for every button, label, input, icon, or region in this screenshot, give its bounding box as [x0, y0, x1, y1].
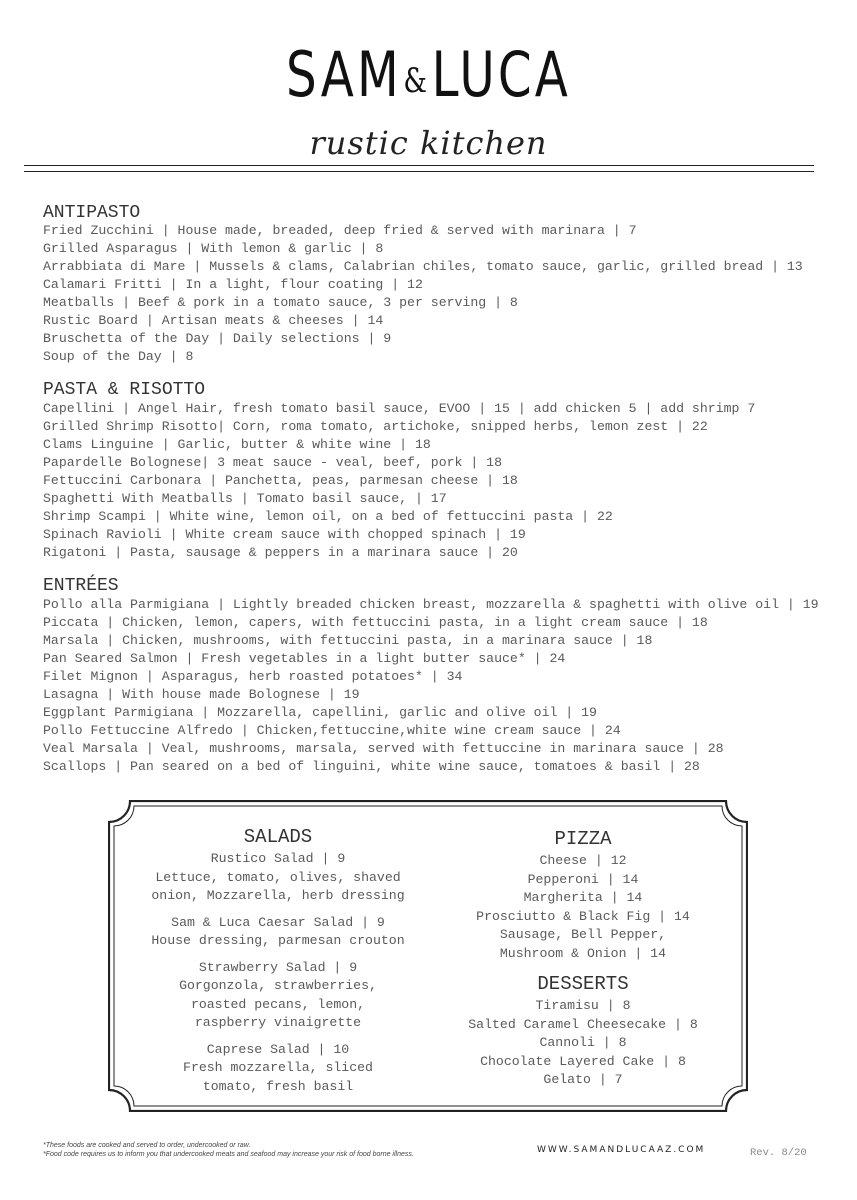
- menu-item: Veal Marsala | Veal, mushrooms, marsala, served with fettuccine in marinara sauce | 28: [43, 741, 724, 756]
- salad-description: Gorgonzola, strawberries,: [179, 978, 377, 993]
- menu-item: Eggplant Parmigiana | Mozzarella, capellini, garlic and olive oil | 19: [43, 705, 597, 720]
- pizza-item: Mushroom & Onion | 14: [499, 945, 667, 961]
- dessert-item: Gelato | 7: [543, 1072, 623, 1087]
- revision-label: Rev. 8/20: [750, 1147, 807, 1159]
- menu-item: Soup of the Day | 8: [43, 349, 194, 364]
- menu-item: Pan Seared Salmon | Fresh vegetables in a light butter sauce* | 24: [43, 651, 566, 666]
- logo-left: SAM: [286, 38, 402, 111]
- menu-item: Arrabbiata di Mare | Mussels & clams, Calabrian chiles, tomato sauce, garlic, grilled bread | 13: [43, 259, 803, 274]
- pizza-item: Sausage, Bell Pepper,: [499, 927, 667, 942]
- menu-item: Spaghetti With Meatballs | Tomato basil sauce, | 17: [43, 491, 447, 506]
- dessert-item: Chocolate Layered Cake | 8: [480, 1053, 686, 1069]
- menu-item: Piccata | Chicken, lemon, capers, with fettuccini pasta, in a light cream sauce | 18: [43, 615, 708, 630]
- menu-item: Capellini | Angel Hair, fresh tomato basil sauce, EVOO | 15 | add chicken 5 | add shrimp 7: [43, 401, 756, 416]
- menu-item: Filet Mignon | Asparagus, herb roasted potatoes* | 34: [43, 669, 463, 684]
- menu-item: Calamari Fritti | In a light, flour coating | 12: [43, 277, 423, 292]
- section-title-pasta: PASTA & RISOTTO: [43, 380, 206, 400]
- dessert-item: Salted Caramel Cheesecake | 8: [468, 1016, 698, 1032]
- section-title-antipasto: ANTIPASTO: [43, 203, 141, 223]
- salad-description: onion, Mozzarella, herb dressing: [151, 888, 405, 903]
- salad-description: raspberry vinaigrette: [194, 1015, 362, 1030]
- menu-item: Lasagna | With house made Bolognese | 19: [43, 687, 360, 702]
- salad-description: roasted pecans, lemon,: [190, 996, 366, 1012]
- pizza-item: Pepperoni | 14: [527, 871, 639, 887]
- dessert-item: Cannoli | 8: [539, 1035, 627, 1050]
- menu-item: Fried Zucchini | House made, breaded, deep fried & served with marinara | 7: [43, 223, 637, 238]
- footnote-line: *These foods are cooked and served to order, undercooked or raw.: [43, 1142, 251, 1149]
- website-url: WWW.SAMANDLUCAAZ.COM: [537, 1145, 706, 1155]
- pizza-item: Margherita | 14: [523, 890, 643, 905]
- menu-item: Meatballs | Beef & pork in a tomato sauce, 3 per serving | 8: [43, 295, 518, 310]
- logo-ampersand: &: [403, 61, 431, 101]
- menu-item: Papardelle Bolognese| 3 meat sauce - veal, beef, pork | 18: [43, 455, 502, 470]
- pizza-item: Prosciutto & Black Fig | 14: [476, 908, 690, 924]
- dessert-item: Tiramisu | 8: [535, 998, 631, 1013]
- header-divider: [24, 171, 814, 172]
- menu-item: Shrimp Scampi | White wine, lemon oil, on a bed of fettuccini pasta | 22: [43, 509, 613, 524]
- salad-description: House dressing, parmesan crouton: [151, 933, 405, 948]
- salad-description: Lettuce, tomato, olives, shaved: [155, 869, 401, 885]
- menu-item: Pollo alla Parmigiana | Lightly breaded chicken breast, mozzarella & spaghetti with olive oil | 19: [43, 597, 819, 612]
- menu-item: Grilled Shrimp Risotto| Corn, roma tomato, artichoke, snipped herbs, lemon zest | 22: [43, 419, 708, 434]
- salads-column: [128, 826, 428, 1096]
- menu-item: Bruschetta of the Day | Daily selections | 9: [43, 331, 392, 346]
- salad-description: Fresh mozzarella, sliced: [183, 1060, 373, 1075]
- menu-item: Fettuccini Carbonara | Panchetta, peas, parmesan cheese | 18: [43, 473, 518, 488]
- section-title-pizza: PIZZA: [554, 828, 612, 850]
- menu-item: Grilled Asparagus | With lemon & garlic | 8: [43, 241, 384, 256]
- salad-item: Strawberry Salad | 9: [198, 959, 358, 975]
- footnote-line: *Food code requires us to inform you that undercooked meats and seafood may increase your risk of food borne illness.: [43, 1151, 414, 1158]
- menu-item: Rigatoni | Pasta, sausage & peppers in a marinara sauce | 20: [43, 545, 518, 560]
- header-divider: [24, 165, 814, 166]
- pizza-item: Cheese | 12: [539, 853, 627, 868]
- footnote: [43, 1141, 414, 1159]
- tagline: rustic kitchen: [309, 124, 548, 162]
- menu-item: Rustic Board | Artisan meats & cheeses | 14: [43, 313, 384, 328]
- section-title-salads: SALADS: [243, 826, 313, 848]
- section-title-entrees: ENTRÉES: [43, 576, 119, 596]
- menu-header: [0, 0, 857, 180]
- menu-item: Marsala | Chicken, mushrooms, with fettuccini pasta, in a marinara sauce | 18: [43, 633, 653, 648]
- logo: [94, 40, 762, 116]
- salad-item: Rustico Salad | 9: [210, 851, 346, 866]
- logo-right: LUCA: [431, 38, 571, 111]
- menu-item: Spinach Ravioli | White cream sauce with chopped spinach | 19: [43, 527, 526, 542]
- specials-box: [108, 800, 748, 1112]
- menu-item: Clams Linguine | Garlic, butter & white wine | 18: [43, 437, 431, 452]
- pizza-column: [438, 828, 728, 1090]
- salad-description: tomato, fresh basil: [202, 1078, 354, 1094]
- salad-item: Sam & Luca Caesar Salad | 9: [171, 914, 385, 930]
- menu-item: Pollo Fettuccine Alfredo | Chicken,fettuccine,white wine cream sauce | 24: [43, 723, 621, 738]
- section-title-desserts: DESSERTS: [537, 973, 629, 995]
- menu-item: Scallops | Pan seared on a bed of linguini, white wine sauce, tomatoes & basil | 28: [43, 759, 700, 774]
- salad-item: Caprese Salad | 10: [206, 1041, 350, 1057]
